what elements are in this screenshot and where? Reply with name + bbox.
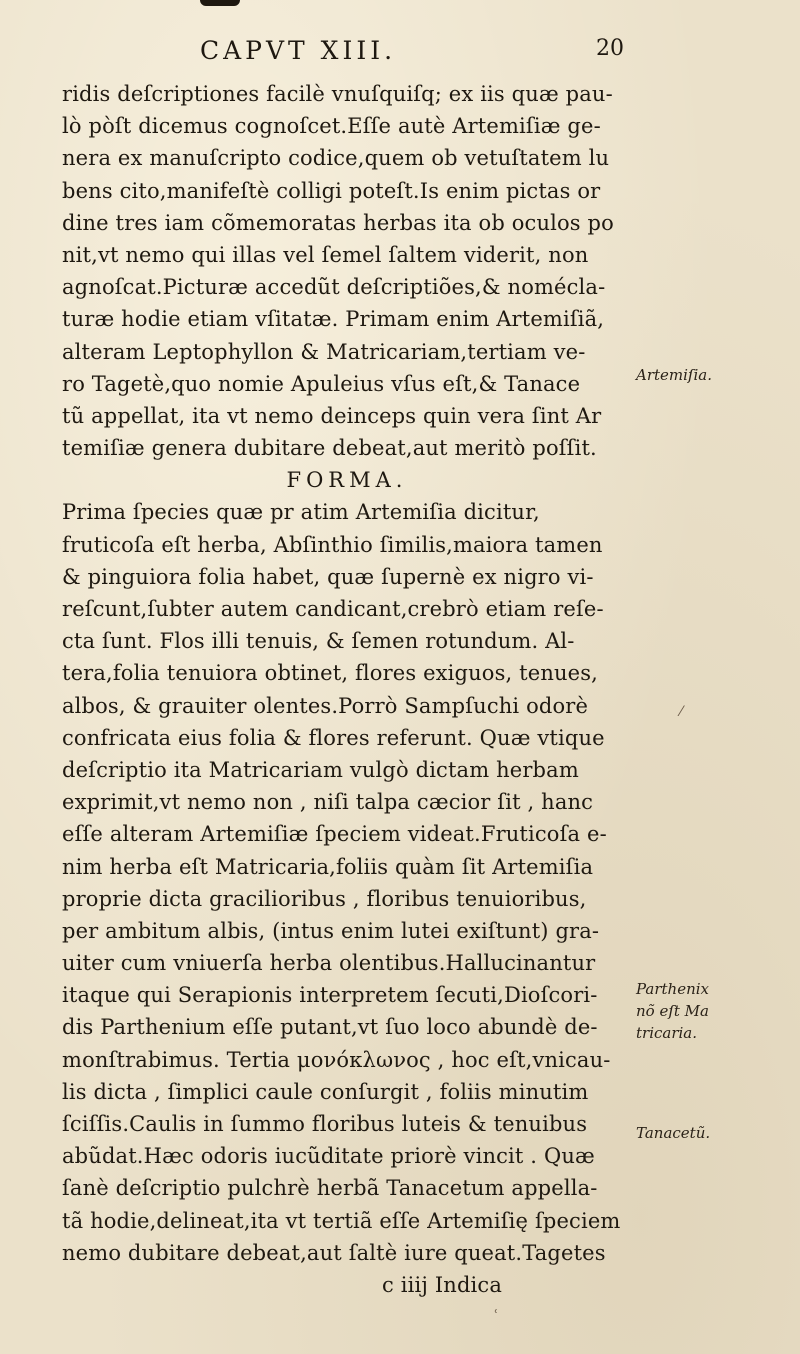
section-heading: FORMA. xyxy=(286,468,408,493)
text-line: & pinguiora folia habet, quæ ſupernè ex nigro vi- xyxy=(62,564,594,589)
text-line: fruticoſa eſt herba, Abſinthio ſimilis,maiora tamen xyxy=(62,532,603,557)
margin-note-artemisia: Artemiſia. xyxy=(636,366,712,384)
body-text xyxy=(62,78,632,1301)
text-line: turæ hodie etiam vſitatæ. Primam enim Artemiſiã, xyxy=(62,307,605,332)
text-line: proprie dicta gracilioribus , floribus tenuioribus, xyxy=(62,886,587,911)
text-line: Prima ſpecies quæ pr atim Artemiſia dicitur, xyxy=(62,500,540,525)
text-line: bens cito,manifeſtè colligi poteſt.Is enim pictas or xyxy=(62,178,601,203)
text-line: monſtrabimus. Tertia μονόκλωνος , hoc eſt,vnicau- xyxy=(62,1047,611,1072)
margin-note-parthenium: tricaria. xyxy=(636,1024,698,1042)
text-line: nim herba eſt Matricaria,foliis quàm ſit Artemiſia xyxy=(62,854,594,879)
catchword-line: c iiij Indica xyxy=(382,1272,502,1297)
page-number: 20 xyxy=(596,36,624,61)
text-line: cta ſunt. Flos illi tenuis, & ſemen rotundum. Al- xyxy=(62,629,575,654)
text-line: nit,vt nemo qui illas vel ſemel ſaltem viderit, non xyxy=(62,242,589,267)
text-line: ro Tagetè,quo nomie Apuleius vſus eſt,& Tanace xyxy=(62,371,581,396)
chapter-title: CAPVT XIII. xyxy=(200,36,397,65)
margin-note-tanacetum: Tanacetũ. xyxy=(636,1124,711,1142)
text-line: eſſe alteram Artemiſiæ ſpeciem videat.Fruticoſa e- xyxy=(62,822,607,847)
text-line: ſciſſis.Caulis in ſummo floribus luteis & tenuibus xyxy=(62,1112,588,1136)
text-line: agnoſcat.Picturæ accedũt deſcriptiões,& nomécla- xyxy=(62,275,606,300)
text-line: lis dicta , ſimplici caule conſurgit , foliis minutim xyxy=(62,1079,589,1104)
text-line: nemo dubitare debeat,aut ſaltè iure queat.Tagetes xyxy=(62,1240,606,1265)
text-line: confricata eius folia & flores referunt. Quæ vtique xyxy=(62,725,605,750)
text-line: temiſiæ genera dubitare debeat,aut meritò poſſit. xyxy=(62,436,597,461)
text-line: per ambitum albis, (intus enim lutei exiſtunt) gra- xyxy=(62,918,600,943)
text-line: uiter cum vniuerſa herba olentibus.Hallucinantur xyxy=(62,951,596,976)
text-line: ſanè deſcriptio pulchrè herbã Tanacetum appella- xyxy=(62,1176,598,1201)
text-line: tũ appellat, ita vt nemo deinceps quin vera ſint Ar xyxy=(62,403,602,428)
text-line: deſcriptio ita Matricariam vulgò dictam herbam xyxy=(62,757,579,782)
text-line: alteram Leptophyllon & Matricariam,tertiam ve- xyxy=(62,339,586,364)
ink-speck: ʿ xyxy=(494,1308,499,1324)
text-line: reſcunt,ſubter autem candicant,crebrò etiam reſe- xyxy=(62,597,604,621)
text-line: ridis deſcriptiones facilè vnuſquiſq; ex iis quæ pau- xyxy=(62,82,613,106)
binding-mark xyxy=(200,0,240,6)
text-line: tera,folia tenuiora obtinet, flores exiguos, tenues, xyxy=(62,661,599,686)
text-line: exprimit,vt nemo non , niſi talpa cæcior ſit , hanc xyxy=(62,790,594,815)
text-line: albos, & grauiter olentes.Porrò Sampſuchi odorè xyxy=(62,693,589,718)
text-line: tã hodie,delineat,ita vt tertiã eſſe Artemiſię ſpeciem xyxy=(62,1208,621,1233)
running-head xyxy=(0,36,800,70)
ink-speck: ⁄ xyxy=(680,704,683,720)
text-line: dis Parthenium eſſe putant,vt ſuo loco abundè de- xyxy=(62,1015,598,1040)
text-line: abũdat.Hæc odoris iucũditate priorè vincit . Quæ xyxy=(62,1144,595,1169)
text-line: itaque qui Serapionis interpretem ſecuti,Dioſcori- xyxy=(62,983,598,1008)
margin-note-parthenium: Parthenix xyxy=(636,980,710,998)
text-line: dine tres iam cõmemoratas herbas ita ob oculos po xyxy=(62,210,614,235)
margin-note-parthenium: nõ eſt Ma xyxy=(636,1002,709,1020)
text-line: lò pòſt dicemus cognoſcet.Eſſe autè Artemiſiæ ge- xyxy=(62,114,601,139)
text-line: nera ex manuſcripto codice,quem ob vetuſtatem lu xyxy=(62,146,610,171)
